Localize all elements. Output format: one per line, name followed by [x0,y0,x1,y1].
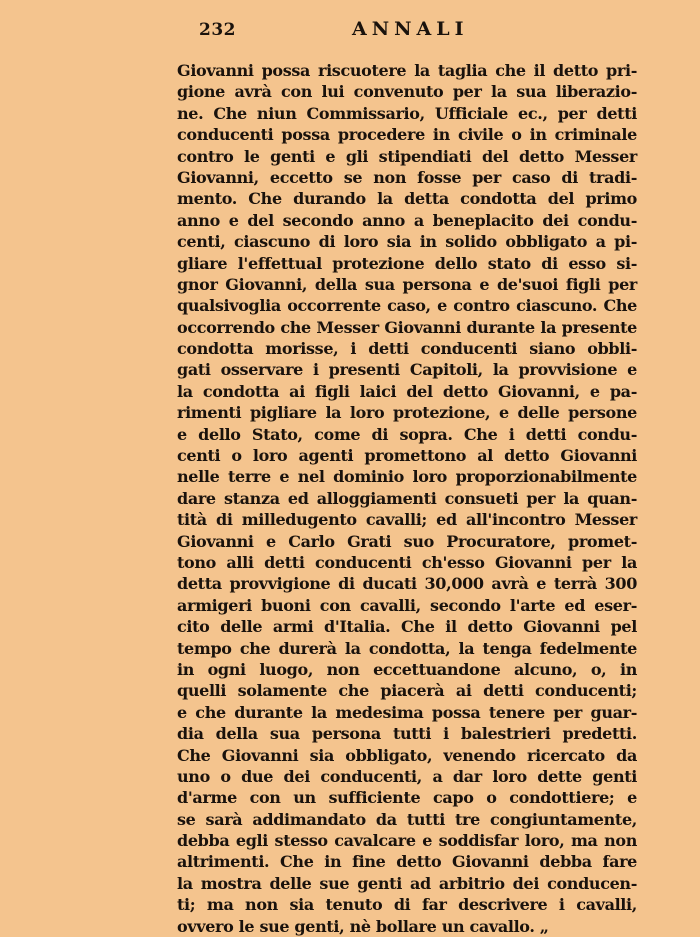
text-line: armigeri buoni con cavalli, secondo l'arte ed eser- [177,595,637,615]
text-line: cito delle armi d'Italia. Che il detto Giovanni pel [177,617,637,637]
text-line: ne. Che niun Commissario, Ufficiale ec., per detti [177,103,637,123]
text-line: quelli solamente che piacerà ai detti conducenti; [177,681,637,701]
text-line: uno o due dei conducenti, a dar loro dette genti [177,766,637,786]
text-line: rimenti pigliare la loro protezione, e delle persone [177,403,637,423]
text-line: altrimenti. Che in fine detto Giovanni debba fare [177,852,637,872]
running-title: ANNALI [352,18,469,40]
page-number: 232 [199,20,236,40]
text-line: gliare l'effettual protezione dello stato di esso si- [177,253,637,273]
text-line: ovvero le sue genti, nè bollare un cavallo. „ [177,916,549,936]
text-line: nelle terre e nel dominio loro proporzionabilmente [177,467,637,487]
text-line: gione avrà con lui convenuto per la sua liberazio- [177,82,637,102]
text-line: contro le genti e gli stipendiati del detto Messer [177,146,637,166]
text-line: centi, ciascuno di loro sia in solido obbligato a pi- [177,232,637,252]
text-line: dia della sua persona tutti i balestrieri predetti. [177,724,637,744]
text-line: qualsivoglia occorrente caso, e contro ciascuno. Che [177,296,637,316]
text-line: gati osservare i presenti Capitoli, la provvisione e [177,360,637,380]
page-header [0,14,700,44]
body-text [177,60,637,937]
text-line: detta provvigione di ducati 30,000 avrà e terrà 300 [177,574,637,594]
text-line: la mostra delle sue genti ad arbitrio dei conducen- [177,873,637,893]
text-line: tempo che durerà la condotta, la tenga fedelmente [177,638,637,658]
text-line: Che Giovanni sia obbligato, venendo ricercato da [177,745,637,765]
text-line: tono alli detti conducenti ch'esso Giovanni per la [177,552,637,572]
text-line: centi o loro agenti promettono al detto Giovanni [177,446,637,466]
text-line: Giovanni e Carlo Grati suo Procuratore, promet- [177,531,637,551]
text-line: d'arme con un sufficiente capo o condottiere; e [177,788,637,808]
text-line: Giovanni possa riscuotere la taglia che il detto pri- [177,61,637,80]
text-line: e dello Stato, come di sopra. Che i detti condu- [177,424,637,444]
text-line: in ogni luogo, non eccettuandone alcuno, o, in [177,659,637,679]
text-line: se sarà addimandato da tutti tre congiuntamente, [177,809,637,829]
text-line: mento. Che durando la detta condotta del primo [177,189,637,209]
text-line: dare stanza ed alloggiamenti consueti per la quan- [177,488,637,508]
text-line: anno e del secondo anno a beneplacito dei condu- [177,210,637,230]
text-line: occorrendo che Messer Giovanni durante la presente [177,317,637,337]
text-line: conducenti possa procedere in civile o in criminale [177,125,637,145]
text-line: e che durante la medesima possa tenere per guar- [177,702,637,722]
text-line: condotta morisse, i detti conducenti siano obbli- [177,339,637,359]
text-line: debba egli stesso cavalcare e soddisfar loro, ma non [177,831,637,851]
text-line: gnor Giovanni, della sua persona e de'suoi figli per [177,274,637,294]
text-line: tità di milledugento cavalli; ed all'incontro Messer [177,510,637,530]
text-line: ti; ma non sia tenuto di far descrivere i cavalli, [177,895,637,915]
text-line: Giovanni, eccetto se non fosse per caso di tradi- [177,167,637,187]
text-line: la condotta ai figli laici del detto Giovanni, e pa- [177,381,637,401]
